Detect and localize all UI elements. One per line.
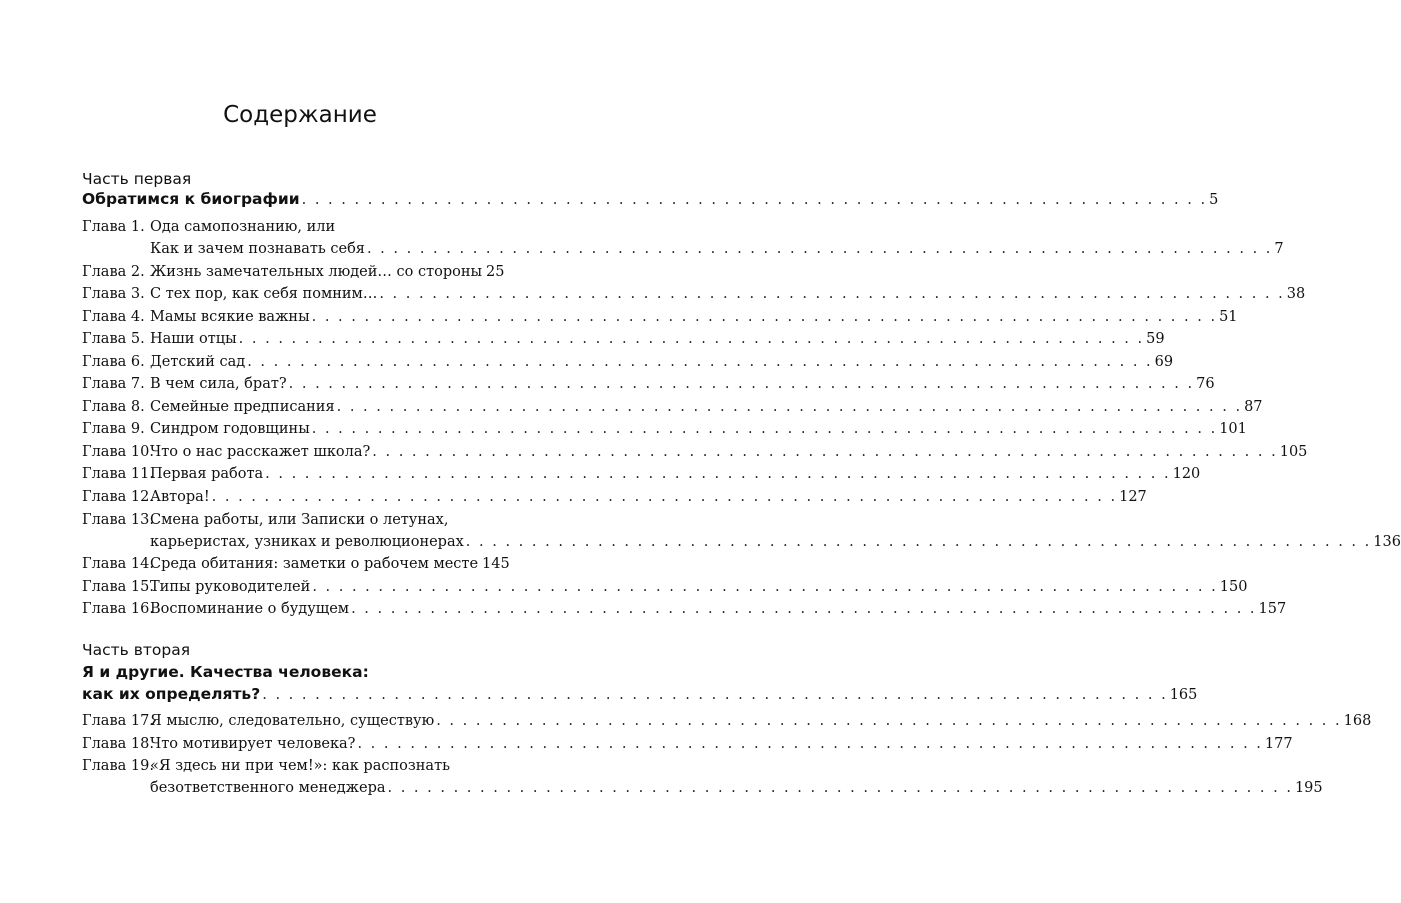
toc-entry-ch12[interactable] <box>82 489 1147 511</box>
dot-leader: . . . . . . . . . . . . . . . . . . . . . . . . . . . . . . . . . . . . . . . . . . . . . . . . . . . . . . . . . . . . . . . . . . . . . <box>357 736 1263 752</box>
chapter-title-line1: «Я здесь ни при чем!»: как распознать <box>150 758 450 774</box>
chapter-title: Жизнь замечательных людей… со стороны <box>150 264 483 280</box>
part1-page: 5 <box>1209 192 1219 208</box>
chapter-title: Я мыслю, следовательно, существую <box>150 713 435 729</box>
chapter-title: Автора! <box>150 489 210 505</box>
part1-title-row[interactable] <box>82 190 1219 208</box>
chapter-page: 7 <box>1274 241 1284 257</box>
chapter-page: 127 <box>1119 489 1147 505</box>
page-title: Содержание <box>223 102 377 128</box>
chapter-title-line2: безответственного менеджера <box>150 780 386 796</box>
toc-entry-ch5[interactable] <box>82 331 1165 353</box>
chapter-label: Глава 1. <box>82 219 145 235</box>
toc-entry-ch18[interactable] <box>82 736 1293 758</box>
toc-entry-ch8[interactable] <box>82 399 1263 421</box>
dot-leader: . . . . . . . . . . . . . . . . . . . . . . . . . . . . . . . . . . . . . . . . . . . . . . . . . . . . . . . . . . . . . . . . . . . . . <box>311 309 1218 325</box>
chapter-title-line2: Как и зачем познавать себя <box>150 241 365 257</box>
chapter-title: Наши отцы <box>150 331 237 347</box>
chapter-label: Глава 19. <box>82 758 154 774</box>
part1-title: Обратимся к биографии <box>82 190 300 208</box>
toc-entry-ch15[interactable] <box>82 579 1248 601</box>
toc-entry-ch7[interactable] <box>82 376 1215 398</box>
dot-leader: . . . . . . . . . . . . . . . . . . . . . . . . . . . . . . . . . . . . . . . . . . . . . . . . . . . . . . . . . . . . . . . . . . . . . <box>351 601 1257 617</box>
chapter-label: Глава 16. <box>82 601 154 617</box>
toc-entry-ch4[interactable] <box>82 309 1238 331</box>
chapter-label: Глава 13. <box>82 512 154 528</box>
part2-label: Часть вторая <box>82 641 191 659</box>
chapter-page: 76 <box>1196 376 1215 392</box>
toc-entry-ch17[interactable] <box>82 713 1372 735</box>
dot-leader: . . . . . . . . . . . . . . . . . . . . . . . . . . . . . . . . . . . . . . . . . . . . . . . . . . . . . . . . . . . . . . . . . . . . . <box>312 579 1218 595</box>
chapter-label: Глава 15. <box>82 579 154 595</box>
chapter-label: Глава 2. <box>82 264 145 280</box>
chapter-label: Глава 6. <box>82 354 145 370</box>
chapter-page: 157 <box>1258 601 1287 617</box>
chapter-label: Глава 11. <box>82 466 154 482</box>
chapter-title: Что мотивирует человека? <box>150 736 356 752</box>
toc-entry-ch3[interactable] <box>82 286 1306 308</box>
chapter-page: 195 <box>1294 780 1323 796</box>
chapter-page: 101 <box>1219 421 1247 437</box>
chapter-title-line1: Ода самопознанию, или <box>150 219 336 235</box>
chapter-title: Среда обитания: заметки о рабочем месте <box>150 556 479 572</box>
chapter-page: 87 <box>1244 399 1263 415</box>
chapter-page: 136 <box>1373 534 1401 550</box>
dot-leader: . . . . . . . . . . . . . . . . . . . . . . . . . . . . . . . . . . . . . . . . . . . . . . . . . . . . . . . . . . . . . . . . . . . . . <box>265 466 1171 482</box>
dot-leader: . . . . . . . . . . . . . . . . . . . . . . . . . . . . . . . . . . . . . . . . . . . . . . . . . . . . . . . . . . . . . . . . . . . . . <box>238 331 1145 347</box>
chapter-title: Синдром годовщины <box>150 421 310 437</box>
part2-title-line1: Я и другие. Качества человека: <box>82 663 369 681</box>
dot-leader: . . . . . . . . . . . . . . . . . . . . . . . . . . . . . . . . . . . . . . . . . . . . . . . . . . . . . . . . . . . . . . . . . . . . . <box>379 286 1285 302</box>
part1-label: Часть первая <box>82 170 192 188</box>
chapter-page: 38 <box>1286 286 1306 302</box>
chapter-label: Глава 5. <box>82 331 145 347</box>
chapter-title: Мамы всякие важны <box>150 309 310 325</box>
chapter-page: 168 <box>1343 713 1372 729</box>
part2-title-line2: как их определять? <box>82 685 261 703</box>
chapter-title: Что о нас расскажет школа? <box>150 444 371 460</box>
toc-entry-ch16[interactable] <box>82 601 1287 623</box>
dot-leader: . . . . . . . . . . . . . . . . . . . . . . . . . . . . . . . . . . . . . . . . . . . . . . . . . . . . . . . . . . . . . . . . . . . . . <box>436 713 1342 729</box>
dot-leader: . . . . . . . . . . . . . . . . . . . . . . . . . . . . . . . . . . . . . . . . . . . . . . . . . . . . . . . . . . . . . . . . . . . . . <box>372 444 1278 460</box>
toc-entry-ch9[interactable] <box>82 421 1247 443</box>
chapter-title: Первая работа <box>150 466 264 482</box>
chapter-title: Детский сад <box>150 354 246 370</box>
dot-leader: . . . . . . . . . . . . . . . . . . . . . . . . . . . . . . . . . . . . . . . . . . . . . . . . . . . . . . . . . . . . . . . . . . . . . <box>465 534 1372 550</box>
chapter-label: Глава 7. <box>82 376 145 392</box>
chapter-page: 51 <box>1219 309 1238 325</box>
chapter-page: 120 <box>1172 466 1201 482</box>
chapter-page: 177 <box>1264 736 1293 752</box>
toc-entry-ch11[interactable] <box>82 466 1201 488</box>
chapter-title: С тех пор, как себя помним… <box>150 286 378 302</box>
dot-leader: . . . . . . . . . . . . . . . . . . . . . . . . . . . . . . . . . . . . . . . . . . . . . . . . . . . . . . . . . . . . . . . . . . . . . <box>301 192 1208 208</box>
chapter-page: 145 <box>482 556 510 572</box>
dot-leader: . . . . . . . . . . . . . . . . . . . . . . . . . . . . . . . . . . . . . . . . . . . . . . . . . . . . . . . . . . . . . . . . . . . . . <box>288 376 1195 392</box>
chapter-label: Глава 12. <box>82 489 154 505</box>
part2-page: 165 <box>1169 687 1198 703</box>
part2-title-row[interactable] <box>82 685 1198 703</box>
chapter-page: 150 <box>1219 579 1248 595</box>
chapter-label: Глава 14. <box>82 556 154 572</box>
chapter-title: Типы руководителей <box>150 579 311 595</box>
chapter-label: Глава 18. <box>82 736 154 752</box>
toc-entry-ch1[interactable] <box>82 219 1284 263</box>
chapter-title-line1: Смена работы, или Записки о летунах, <box>150 512 449 528</box>
chapter-title-line2: карьеристах, узниках и революционерах <box>150 534 464 550</box>
chapter-page: 69 <box>1154 354 1174 370</box>
chapter-label: Глава 4. <box>82 309 145 325</box>
chapter-label: Глава 8. <box>82 399 145 415</box>
toc-entry-ch2[interactable] <box>82 264 505 286</box>
chapter-page: 105 <box>1279 444 1308 460</box>
chapter-page: 59 <box>1146 331 1165 347</box>
toc-entry-ch6[interactable] <box>82 354 1174 376</box>
chapter-label: Глава 9. <box>82 421 145 437</box>
dot-leader: . . . . . . . . . . . . . . . . . . . . . . . . . . . . . . . . . . . . . . . . . . . . . . . . . . . . . . . . . . . . . . . . . . . . . <box>211 489 1118 505</box>
dot-leader: . . . . . . . . . . . . . . . . . . . . . . . . . . . . . . . . . . . . . . . . . . . . . . . . . . . . . . . . . . . . . . . . . . . . . <box>336 399 1243 415</box>
chapter-title: Семейные предписания <box>150 399 335 415</box>
dot-leader: . . . . . . . . . . . . . . . . . . . . . . . . . . . . . . . . . . . . . . . . . . . . . . . . . . . . . . . . . . . . . . . . . . . . . <box>311 421 1218 437</box>
chapter-label: Глава 17. <box>82 713 154 729</box>
toc-entry-ch14[interactable] <box>82 556 510 578</box>
dot-leader: . . . . . . . . . . . . . . . . . . . . . . . . . . . . . . . . . . . . . . . . . . . . . . . . . . . . . . . . . . . . . . . . . . . . . <box>366 241 1273 257</box>
chapter-label: Глава 3. <box>82 286 145 302</box>
chapter-title: Воспоминание о будущем <box>150 601 350 617</box>
chapter-label: Глава 10. <box>82 444 154 460</box>
toc-entry-ch19[interactable] <box>82 758 1323 802</box>
toc-entry-ch10[interactable] <box>82 444 1308 466</box>
dot-leader: . . . . . . . . . . . . . . . . . . . . . . . . . . . . . . . . . . . . . . . . . . . . . . . . . . . . . . . . . . . . . . . . . . . . . <box>247 354 1153 370</box>
chapter-page: 25 <box>486 264 505 280</box>
toc-entry-ch13[interactable] <box>82 512 1401 556</box>
dot-leader: . . . . . . . . . . . . . . . . . . . . . . . . . . . . . . . . . . . . . . . . . . . . . . . . . . . . . . . . . . . . . . . . . . . . . <box>387 780 1293 796</box>
chapter-title: В чем сила, брат? <box>150 376 287 392</box>
dot-leader: . . . . . . . . . . . . . . . . . . . . . . . . . . . . . . . . . . . . . . . . . . . . . . . . . . . . . . . . . . . . . . . . . . . . . <box>262 687 1168 703</box>
